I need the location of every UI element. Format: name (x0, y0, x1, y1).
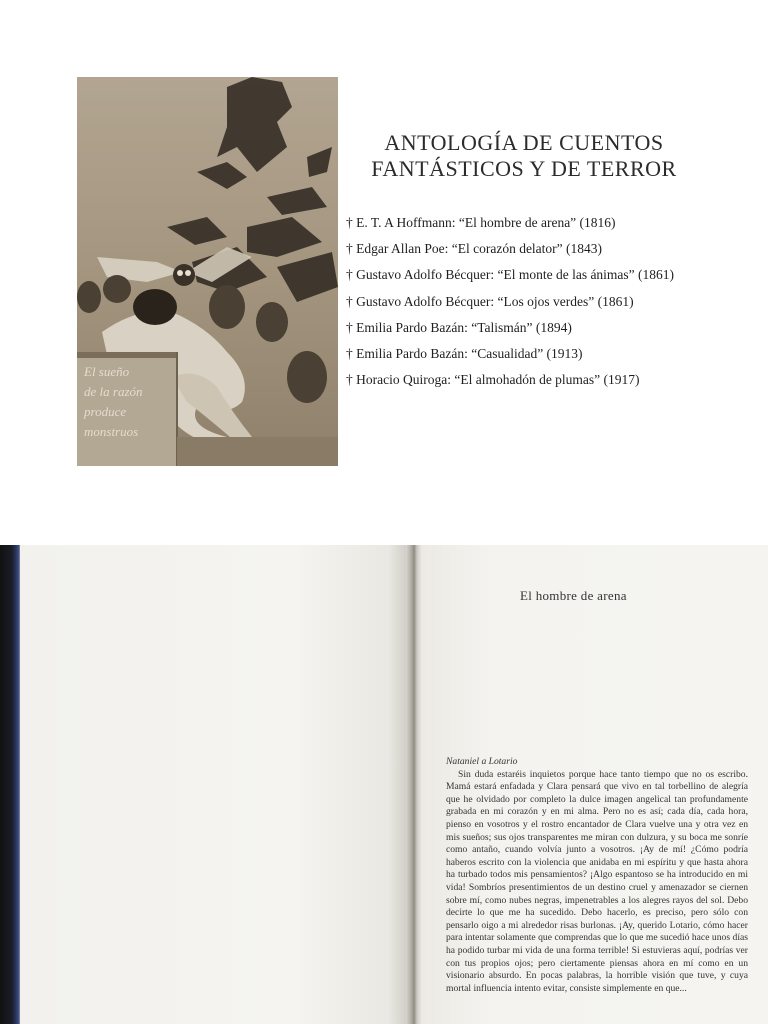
etching-caption-line: de la razón (84, 384, 143, 399)
work-item: † Edgar Allan Poe: “El corazón delator” (1843) (346, 241, 603, 257)
works-list (346, 213, 766, 396)
letter-body: Sin duda estaréis inquietos porque hace tanto tiempo que no os escribo. Mamá estará enfadada y Clara pensará que vivo en tal torbellino de alegría que he olvidado por completo la dulce imagen angelical tan profundamente grabada en mi corazón y en mi alma. Pero no es así; cada día, cada hora, pienso en vosotros y el rostro encantador de Clara vuelve una y otra vez en mis sueños; sus ojos transparentes me miran con dulzura, y su boca me sonríe como antaño, cuando volvía junto a vosotros. ¡Ay de mí! ¿Cómo podría haberos escrito con la violencia que anidaba en mi espíritu y que hasta ahora ha turbado todos mis pensamientos? ¡Algo espantoso se ha introducido en mi vida! Sombríos presentimientos de un destino cruel y amenazador se ciernen sobre mí, como nubes negras, impenetrables a los alegres rayos del sol. Debo decirte lo que me ha sucedido. Debo hacerlo, es preciso, pero sólo con pensarlo oigo a mi alrededor risas burlonas. ¡Ay, querido Lotario, cómo hacer para intentar solamente que comprendas que lo que me sucedió hace unos días ha podido turbar mi vida de una forma terrible! Si estuvieras aquí, podrías ver con tus propios ojos; pero ciertamente piensas ahora en mí como en un visionario absurdo. En pocas palabras, la horrible visión que tuve, y cuya mortal influencia intento evitar, consiste simplemente en que... (446, 768, 748, 994)
work-item: † Emilia Pardo Bazán: “Talismán” (1894) (346, 319, 572, 335)
anthology-title (350, 130, 698, 182)
etching-caption (84, 362, 174, 442)
letter-addressee: Nataniel a Lotario (446, 756, 518, 767)
book-gutter (406, 545, 422, 1024)
anthology-title-line-2: FANTÁSTICOS Y DE TERROR (371, 156, 677, 181)
etching-caption-line: El sueño (84, 364, 130, 379)
story-text (446, 756, 748, 995)
chapter-title: El hombre de arena (520, 588, 627, 603)
work-item: † Gustavo Adolfo Bécquer: “El monte de las ánimas” (1861) (346, 267, 675, 283)
work-item: † Emilia Pardo Bazán: “Casualidad” (1913) (346, 345, 583, 361)
work-item: † Horacio Quiroga: “El almohadón de plumas” (1917) (346, 372, 640, 388)
work-item: † Gustavo Adolfo Bécquer: “Los ojos verdes” (1861) (346, 293, 634, 309)
etching-caption-line: monstruos (84, 424, 139, 439)
book-cover-edge (0, 545, 20, 1024)
left-page (20, 545, 412, 1024)
etching-caption-line: produce (84, 404, 127, 419)
anthology-title-line-1: ANTOLOGÍA DE CUENTOS (384, 130, 664, 155)
work-item: † E. T. A Hoffmann: “El hombre de arena” (1816) (346, 215, 616, 230)
